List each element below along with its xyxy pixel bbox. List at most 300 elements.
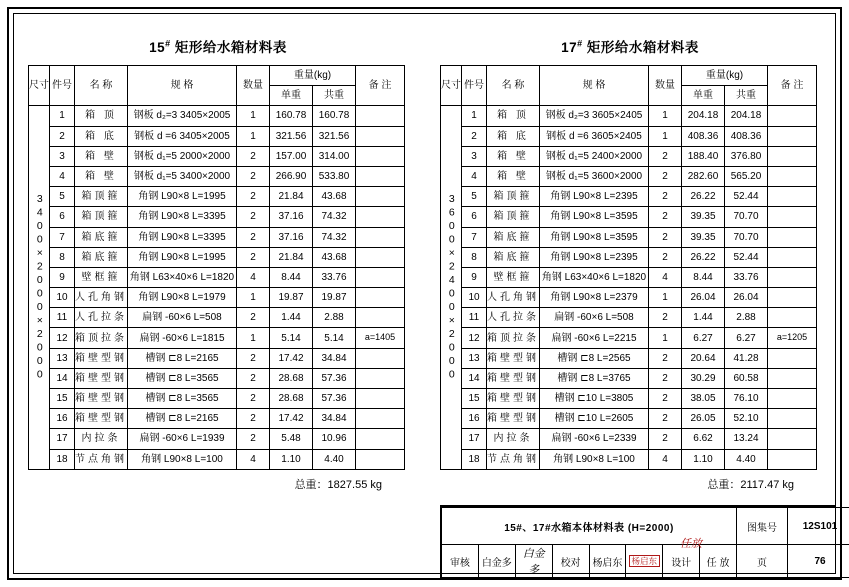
cell-remark [768,227,817,247]
cell-unit-weight: 6.62 [682,429,725,449]
table-header-row [441,66,817,86]
cell-remark [356,207,405,227]
cell-unit-weight: 30.29 [682,368,725,388]
cell-unit-weight: 188.40 [682,146,725,166]
cell-remark [768,429,817,449]
cell-qty: 2 [237,389,270,409]
cell-name: 箱壁型钢 [487,368,540,388]
table-row [441,368,817,388]
cell-no: 6 [50,207,75,227]
cell-remark [356,146,405,166]
cell-total-weight: 41.28 [725,348,768,368]
cell-unit-weight: 157.00 [270,146,313,166]
cell-unit-weight: 17.42 [270,348,313,368]
cell-qty: 2 [237,409,270,429]
cell-qty: 1 [649,328,682,348]
cell-spec: 角钢 L90×8 L=3395 [128,207,237,227]
table-row [29,207,405,227]
cell-spec: 扁钢 -60×6 L=1815 [128,328,237,348]
review-name: 白金多 [478,545,515,578]
check-name: 杨启东 [589,545,626,578]
cell-unit-weight: 28.68 [270,368,313,388]
cell-remark [768,126,817,146]
cell-total-weight: 2.88 [725,308,768,328]
cell-no: 9 [50,267,75,287]
cell-name: 人孔角钢 [75,288,128,308]
cell-qty: 4 [237,267,270,287]
cell-no: 14 [50,368,75,388]
title-block-row-signatures [442,545,849,578]
cell-name: 箱壁型钢 [487,389,540,409]
header-dim: 尺寸 [441,66,462,106]
cell-total-weight: 204.18 [725,106,768,126]
cell-name: 箱壁型钢 [487,348,540,368]
design-name: 任 放 [700,545,737,578]
table-row [29,348,405,368]
cell-unit-weight: 1.10 [682,449,725,469]
cell-no: 7 [462,227,487,247]
header-name: 名 称 [75,66,128,106]
cell-no: 5 [50,187,75,207]
cell-spec: 角钢 L90×8 L=1995 [128,247,237,267]
cell-no: 18 [462,449,487,469]
cell-no: 17 [50,429,75,449]
cell-qty: 2 [237,146,270,166]
cell-spec: 槽钢 ⊏8 L=2165 [128,348,237,368]
cell-no: 17 [462,429,487,449]
cell-total-weight: 52.44 [725,187,768,207]
cell-unit-weight: 37.16 [270,227,313,247]
cell-total-weight: 6.27 [725,328,768,348]
table-17-title-sup: # [577,38,583,49]
cell-name: 箱 底 [487,126,540,146]
table-row [441,267,817,287]
cell-remark [356,288,405,308]
material-table-15-title [28,36,408,56]
cell-name: 节点角钢 [75,449,128,469]
cell-name: 人孔拉条 [75,308,128,328]
cell-name: 内拉条 [75,429,128,449]
header-dim: 尺寸 [29,66,50,106]
title-block-table [441,507,849,578]
cell-spec: 槽钢 ⊏8 L=2565 [540,348,649,368]
cell-qty: 4 [237,449,270,469]
cell-spec: 钢板 d =6 3405×2005 [128,126,237,146]
material-table-17 [440,65,817,470]
cell-no: 10 [50,288,75,308]
table-row [29,267,405,287]
cell-name: 壁框箍 [75,267,128,287]
cell-remark [356,166,405,186]
cell-spec: 角钢 L90×8 L=100 [540,449,649,469]
cell-spec: 槽钢 ⊏8 L=3765 [540,368,649,388]
cell-spec: 钢板 d₂=3 3605×2405 [540,106,649,126]
cell-name: 箱底箍 [487,227,540,247]
cell-qty: 2 [237,247,270,267]
cell-qty: 2 [649,146,682,166]
review-label: 审核 [442,545,479,578]
cell-total-weight: 74.32 [313,227,356,247]
cell-total-weight: 26.04 [725,288,768,308]
cell-spec: 角钢 L63×40×6 L=1820 [540,267,649,287]
cell-no: 11 [50,308,75,328]
cell-no: 15 [50,389,75,409]
cell-total-weight: 43.68 [313,187,356,207]
cell-spec: 槽钢 ⊏8 L=3565 [128,389,237,409]
cell-name: 箱顶拉条 [487,328,540,348]
title-block [440,505,836,578]
cell-remark [768,146,817,166]
cell-total-weight: 5.14 [313,328,356,348]
cell-total-weight: 533.80 [313,166,356,186]
cell-total-weight: 76.10 [725,389,768,409]
cell-spec: 角钢 L90×8 L=2395 [540,187,649,207]
cell-name: 箱壁型钢 [75,409,128,429]
cell-qty: 2 [237,207,270,227]
cell-remark [356,187,405,207]
cell-spec: 角钢 L90×8 L=3595 [540,227,649,247]
table-row [29,146,405,166]
cell-remark [768,389,817,409]
atlas-label: 图集号 [737,508,788,545]
cell-no: 1 [50,106,75,126]
table-row [29,328,405,348]
dimension-label: 3400×2000×2000 [33,193,46,383]
cell-spec: 角钢 L63×40×6 L=1820 [128,267,237,287]
cell-unit-weight: 1.44 [270,308,313,328]
cell-remark [356,348,405,368]
cell-spec: 钢板 d₁=5 3400×2000 [128,166,237,186]
check-signature [626,545,663,578]
cell-remark [768,308,817,328]
cell-name: 箱顶箍 [75,187,128,207]
cell-qty: 2 [237,429,270,449]
cell-spec: 角钢 L90×8 L=100 [128,449,237,469]
cell-spec: 槽钢 ⊏10 L=2605 [540,409,649,429]
table-row [29,247,405,267]
cell-name: 箱顶箍 [75,207,128,227]
cell-unit-weight: 39.35 [682,207,725,227]
table-row [441,288,817,308]
material-table-17-title [440,36,820,56]
cell-name: 节点角钢 [487,449,540,469]
cell-spec: 角钢 L90×8 L=2395 [540,247,649,267]
cell-name: 箱底箍 [75,247,128,267]
cell-qty: 2 [649,227,682,247]
cell-total-weight: 57.36 [313,368,356,388]
cell-name: 箱底箍 [75,227,128,247]
drawing-title: 15#、17#水箱本体材料表 (H=2000) [442,508,737,545]
cell-qty: 2 [649,207,682,227]
page-number: 76 [788,545,849,578]
table-row [29,449,405,469]
cell-qty: 2 [649,409,682,429]
cell-unit-weight: 28.68 [270,389,313,409]
cell-spec: 钢板 d =6 3605×2405 [540,126,649,146]
cell-total-weight: 33.76 [725,267,768,287]
material-table-15-panel [28,36,408,492]
cell-remark [768,267,817,287]
dimension-label: 3600×2400×2000 [445,193,458,383]
table-row [29,187,405,207]
cell-qty: 2 [237,166,270,186]
page-label: 页 [737,545,788,578]
cell-unit-weight: 6.27 [682,328,725,348]
cell-name: 箱底箍 [487,247,540,267]
cell-spec: 扁钢 -60×6 L=508 [128,308,237,328]
cell-qty: 2 [649,187,682,207]
cell-remark [356,247,405,267]
cell-qty: 2 [649,429,682,449]
table-row [29,389,405,409]
cell-remark [356,409,405,429]
cell-no: 8 [50,247,75,267]
header-total-weight: 共重 [725,86,768,106]
cell-spec: 角钢 L90×8 L=1995 [128,187,237,207]
cell-spec: 扁钢 -60×6 L=2339 [540,429,649,449]
cell-remark [768,409,817,429]
table-row [441,348,817,368]
cell-unit-weight: 5.14 [270,328,313,348]
table-15-title-prefix: 15 [149,40,166,55]
cell-total-weight: 376.80 [725,146,768,166]
cell-qty: 2 [237,368,270,388]
cell-name: 壁框箍 [487,267,540,287]
cell-total-weight: 43.68 [313,247,356,267]
cell-qty: 4 [649,449,682,469]
cell-qty: 2 [649,368,682,388]
cell-name: 箱顶箍 [487,187,540,207]
table-row [29,409,405,429]
header-spec: 规 格 [128,66,237,106]
cell-unit-weight: 1.44 [682,308,725,328]
dimension-cell [29,106,50,469]
cell-unit-weight: 282.60 [682,166,725,186]
cell-name: 人孔拉条 [487,308,540,328]
header-weight: 重量(kg) [270,66,356,86]
table-row [441,429,817,449]
cell-total-weight: 565.20 [725,166,768,186]
cell-spec: 钢板 d₁=5 2400×2000 [540,146,649,166]
cell-qty: 1 [237,106,270,126]
cell-unit-weight: 160.78 [270,106,313,126]
table-row [29,126,405,146]
cell-no: 10 [462,288,487,308]
cell-unit-weight: 20.64 [682,348,725,368]
cell-name: 内拉条 [487,429,540,449]
cell-remark [356,389,405,409]
cell-no: 16 [462,409,487,429]
cell-qty: 1 [649,288,682,308]
cell-unit-weight: 26.22 [682,247,725,267]
cell-total-weight: 408.36 [725,126,768,146]
cell-remark [356,126,405,146]
cell-no: 12 [462,328,487,348]
header-weight: 重量(kg) [682,66,768,86]
header-qty: 数量 [237,66,270,106]
cell-total-weight: 34.84 [313,348,356,368]
cell-total-weight: 33.76 [313,267,356,287]
cell-no: 3 [50,146,75,166]
cell-name: 箱顶拉条 [75,328,128,348]
table-row [441,106,817,126]
cell-qty: 2 [649,308,682,328]
cell-spec: 槽钢 ⊏10 L=3805 [540,389,649,409]
cell-name: 人孔角钢 [487,288,540,308]
cell-no: 13 [462,348,487,368]
cell-no: 18 [50,449,75,469]
table-row [441,247,817,267]
header-no: 件号 [462,66,487,106]
cell-unit-weight: 26.05 [682,409,725,429]
table-row [29,288,405,308]
cell-qty: 2 [649,247,682,267]
cell-spec: 角钢 L90×8 L=1979 [128,288,237,308]
cell-name: 箱顶箍 [487,207,540,227]
cell-remark [768,207,817,227]
design-label: 设计 [663,545,700,578]
cell-remark [768,187,817,207]
cell-qty: 1 [649,106,682,126]
cell-qty: 2 [237,227,270,247]
header-name: 名 称 [487,66,540,106]
cell-spec: 槽钢 ⊏8 L=3565 [128,368,237,388]
design-signature-text: 任放 [680,538,702,550]
material-table-17-panel [440,36,820,492]
table-17-title-prefix: 17 [561,40,578,55]
header-unit-weight: 单重 [682,86,725,106]
atlas-number: 12S101 [788,508,849,545]
cell-total-weight: 52.10 [725,409,768,429]
cell-qty: 4 [649,267,682,287]
cell-name: 箱 顶 [487,106,540,126]
cell-total-weight: 74.32 [313,207,356,227]
cell-unit-weight: 39.35 [682,227,725,247]
table-row [441,146,817,166]
cell-remark [768,106,817,126]
cell-total-weight: 70.70 [725,227,768,247]
cell-total-weight: 4.40 [313,449,356,469]
cell-total-weight: 70.70 [725,207,768,227]
cell-spec: 角钢 L90×8 L=3595 [540,207,649,227]
header-remark: 备 注 [768,66,817,106]
table-row [441,328,817,348]
cell-remark [356,267,405,287]
cell-remark [356,368,405,388]
cell-total-weight: 2.88 [313,308,356,328]
cell-unit-weight: 8.44 [270,267,313,287]
title-block-row-main [442,508,849,545]
cell-no: 3 [462,146,487,166]
cell-remark: a=1205 [768,328,817,348]
table-row [441,126,817,146]
cell-remark [768,247,817,267]
cell-name: 箱 壁 [487,166,540,186]
cell-qty: 2 [237,348,270,368]
table-row [441,308,817,328]
cell-name: 箱 壁 [487,146,540,166]
cell-name: 箱壁型钢 [75,389,128,409]
check-signature-stamp: 杨启东 [629,555,661,567]
cell-remark [356,106,405,126]
cell-no: 13 [50,348,75,368]
cell-unit-weight: 5.48 [270,429,313,449]
cell-no: 4 [462,166,487,186]
cell-remark [768,449,817,469]
cell-spec: 角钢 L90×8 L=2379 [540,288,649,308]
cell-remark: a=1405 [356,328,405,348]
cell-remark [768,288,817,308]
cell-total-weight: 321.56 [313,126,356,146]
material-table-15 [28,65,405,470]
cell-no: 5 [462,187,487,207]
header-spec: 规 格 [540,66,649,106]
cell-unit-weight: 26.04 [682,288,725,308]
cell-no: 1 [462,106,487,126]
cell-name: 箱壁型钢 [487,409,540,429]
header-unit-weight: 单重 [270,86,313,106]
table-row [441,449,817,469]
review-signature-text: 白金多 [522,548,545,576]
header-qty: 数量 [649,66,682,106]
cell-qty: 1 [237,126,270,146]
cell-remark [356,227,405,247]
table-15-title-suffix: 矩形给水箱材料表 [170,40,287,55]
cell-remark [356,429,405,449]
table-row [29,429,405,449]
cell-qty: 2 [237,308,270,328]
cell-spec: 扁钢 -60×6 L=2215 [540,328,649,348]
cell-unit-weight: 204.18 [682,106,725,126]
table-row [441,227,817,247]
cell-no: 9 [462,267,487,287]
cell-total-weight: 314.00 [313,146,356,166]
design-signature [680,534,702,552]
cell-qty: 2 [237,187,270,207]
cell-no: 4 [50,166,75,186]
table-row [29,368,405,388]
cell-unit-weight: 408.36 [682,126,725,146]
cell-remark [768,368,817,388]
table-row [441,409,817,429]
header-total-weight: 共重 [313,86,356,106]
cell-unit-weight: 26.22 [682,187,725,207]
cell-unit-weight: 321.56 [270,126,313,146]
table-17-title-suffix: 矩形给水箱材料表 [582,40,699,55]
table-row [29,166,405,186]
table-row [29,106,405,126]
cell-remark [356,449,405,469]
cell-unit-weight: 266.90 [270,166,313,186]
cell-unit-weight: 1.10 [270,449,313,469]
table-15-total: 总重：1827.55 kg [294,478,382,491]
cell-qty: 2 [649,348,682,368]
cell-no: 16 [50,409,75,429]
dimension-cell [441,106,462,469]
cell-unit-weight: 8.44 [682,267,725,287]
cell-name: 箱 顶 [75,106,128,126]
table-17-total: 总重：2117.47 kg [707,478,794,491]
check-label: 校对 [552,545,589,578]
table-row [29,227,405,247]
cell-total-weight: 57.36 [313,389,356,409]
review-signature [515,545,552,578]
table-row [441,187,817,207]
cell-qty: 1 [237,288,270,308]
cell-total-weight: 52.44 [725,247,768,267]
cell-no: 2 [50,126,75,146]
cell-unit-weight: 19.87 [270,288,313,308]
